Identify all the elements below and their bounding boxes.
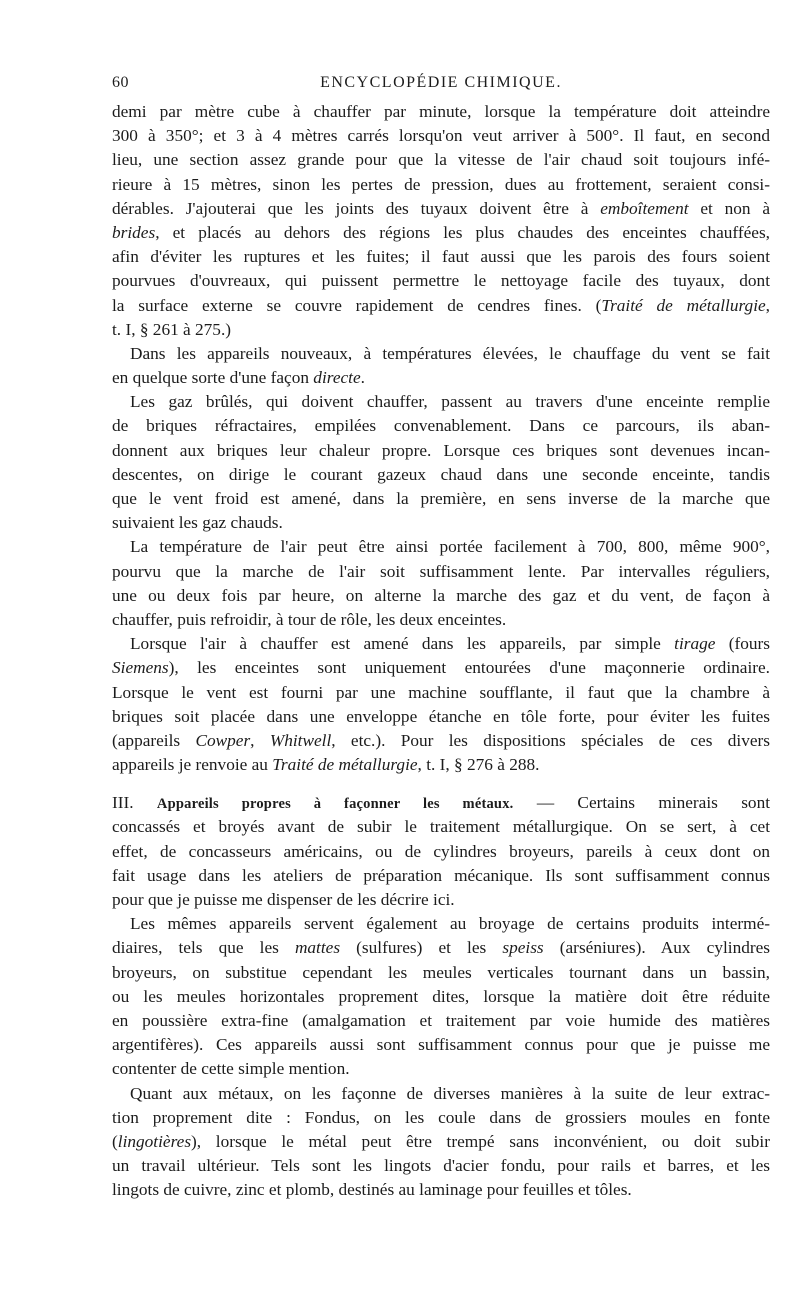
- italic-term: Traité de métallurgie: [601, 295, 766, 315]
- italic-term: Siemens: [112, 658, 169, 678]
- text-line: effet, de concasseurs américains, ou de cylindres broyeurs, pareils à ceux dont on: [112, 841, 770, 861]
- text-line: [112, 197, 770, 221]
- text-line: un travail ultérieur. Tels sont les lingots d'acier fondu, pour rails et barres, et les: [112, 1156, 770, 1176]
- text-line: [112, 294, 770, 318]
- text-run: (: [112, 1131, 118, 1151]
- text-run: et non à: [688, 198, 770, 218]
- paragraph: [112, 390, 770, 535]
- paragraph: [112, 342, 770, 390]
- italic-term: Cowper: [195, 730, 251, 750]
- text-line: descentes, on dirige le courant gazeux chaud dans une seconde enceinte, tandis: [112, 464, 770, 484]
- text-line: en poussière extra-fine (amalgamation et traitement par voie humide des matières: [112, 1010, 770, 1030]
- text-line: [112, 1130, 770, 1154]
- running-title: ENCYCLOPÉDIE CHIMIQUE.: [320, 74, 562, 91]
- text-run: — Certains minerais sont: [513, 793, 770, 813]
- text-run: , etc.). Pour les dispositions spéciales de ces divers: [331, 730, 770, 750]
- text-line: rieure à 15 mètres, sinon les pertes de pression, dues au frottement, seraient consi-: [112, 174, 770, 194]
- text-line: pourvues d'ouvreaux, qui puissent permettre le nettoyage facile des tuyaux, dont: [112, 271, 770, 291]
- text-line: suivaient les gaz chauds.: [112, 513, 283, 533]
- page-number: 60: [112, 74, 129, 91]
- text-line: briques soit placée dans une enveloppe étanche en tôle forte, pour éviter les fuites: [112, 706, 770, 726]
- text-line: broyeurs, on substitue cependant les meules verticales tournant dans un bassin,: [112, 962, 770, 982]
- text-line: Dans les appareils nouveaux, à températures élevées, le chauffage du vent se fait: [130, 343, 770, 363]
- text-line: Quant aux métaux, on les façonne de diverses manières à la suite de leur extrac-: [130, 1083, 770, 1103]
- section-heading: Appareils propres à façonner les métaux.: [156, 796, 514, 813]
- text-run: (appareils: [112, 730, 196, 750]
- text-line: lieu, une section assez grande pour que la vitesse de l'air chaud soit toujours infé-: [112, 150, 770, 170]
- text-line: La température de l'air peut être ainsi portée facilement à 700, 800, même 900°,: [130, 537, 770, 557]
- text-run: Lorsque l'air à chauffer est amené dans les appareils, par simple: [130, 634, 675, 654]
- text-line: une ou deux fois par heure, on alterne la marche des gaz et du vent, de façon à: [112, 585, 770, 605]
- text-line: Les mêmes appareils servent également au broyage de certains produits intermé-: [130, 914, 770, 934]
- body-text: [112, 100, 770, 1202]
- text-run: (fours: [715, 634, 770, 654]
- text-line: donnent aux briques leur chaleur propre. Lorsque ces briques sont devenues incan-: [112, 440, 770, 460]
- text-line: [112, 632, 770, 656]
- text-run: appareils je renvoie au: [112, 755, 273, 775]
- text-run: ), les enceintes sont uniquement entourées d'une maçonnerie ordinaire.: [168, 658, 770, 678]
- text-run: , et placés au dehors des régions les plus chaudes des enceintes chauffées,: [155, 222, 770, 242]
- text-run: .: [360, 368, 365, 388]
- section-paragraph: [112, 791, 770, 912]
- text-line: [112, 656, 770, 680]
- paragraph: [112, 535, 770, 632]
- text-run: la surface externe se couvre rapidement de cendres fines. (: [112, 295, 602, 315]
- section-gap: [112, 777, 770, 791]
- italic-term: Whitwell: [269, 730, 332, 750]
- text-line: afin d'éviter les ruptures et les fuites; il faut aussi que les parois des fours soient: [112, 247, 770, 267]
- text-line: [112, 366, 770, 390]
- text-line: lingots de cuivre, zinc et plomb, destinés au laminage pour feuilles et tôles.: [112, 1180, 632, 1200]
- text-run: diaires, tels que les: [112, 938, 295, 958]
- text-line: contenter de cette simple mention.: [112, 1059, 350, 1079]
- paragraph: [112, 912, 770, 1081]
- text-line: [112, 791, 770, 815]
- text-line: pourvu que la marche de l'air soit suffisamment lente. Par intervalles réguliers,: [112, 561, 770, 581]
- text-line: pour que je puisse me dispenser de les décrire ici.: [112, 890, 455, 909]
- text-line: [112, 936, 770, 960]
- text-line: [112, 221, 770, 245]
- italic-term: mattes: [294, 938, 341, 958]
- text-line: [112, 729, 770, 753]
- text-line: t. I, § 261 à 275.): [112, 319, 232, 339]
- text-run: en quelque sorte d'une façon: [112, 368, 314, 388]
- text-line: demi par mètre cube à chauffer par minute, lorsque la température doit atteindre: [112, 102, 770, 121]
- italic-term: lingotières: [117, 1131, 192, 1151]
- italic-term: speiss: [502, 938, 544, 958]
- text-line: chauffer, puis refroidir, à tour de rôle, les deux enceintes.: [112, 609, 507, 629]
- text-line: 300 à 350°; et 3 à 4 mètres carrés lorsqu'on veut arriver à 500°. Il faut, en second: [112, 126, 770, 146]
- text-line: ou les meules horizontales proprement dites, lorsque la matière doit être réduite: [112, 986, 770, 1006]
- text-line: Les gaz brûlés, qui doivent chauffer, passent au travers d'une enceinte remplie: [130, 392, 770, 412]
- text-run: (arséniures). Aux cylindres: [543, 938, 770, 958]
- text-run: (sulfures) et les: [340, 938, 503, 958]
- text-line: Lorsque le vent est fourni par une machine soufflante, il faut que la chambre à: [112, 682, 770, 702]
- text-line: concassés et broyés avant de subir le traitement métallurgique. On se sert, à cet: [112, 817, 770, 837]
- paragraph: [112, 100, 770, 342]
- paragraph: [112, 1082, 770, 1203]
- text-line: tion proprement dite : Fondus, on les coule dans de grossiers moules en fonte: [112, 1107, 770, 1127]
- text-line: fait usage dans les ateliers de préparation mécanique. Ils sont suffisamment connus: [112, 865, 770, 885]
- text-run: ,: [250, 730, 270, 750]
- text-run: dérables. J'ajouterai que les joints des tuyaux doivent être à: [112, 198, 601, 218]
- text-line: [112, 753, 770, 777]
- italic-term: emboîtement: [600, 198, 689, 218]
- running-header: [112, 74, 770, 98]
- text-line: de briques réfractaires, empilées convenablement. Dans ce parcours, ils aban-: [112, 416, 770, 436]
- paragraph: [112, 632, 770, 777]
- italic-term: directe: [313, 368, 361, 388]
- text-line: argentifères). Ces appareils aussi sont suffisamment connus pour que je puisse me: [112, 1035, 770, 1055]
- text-run: ), lorsque le métal peut être trempé sans inconvénient, ou doit subir: [191, 1131, 770, 1151]
- text-line: que le vent froid est amené, dans la première, en sens inverse de la marche que: [112, 489, 770, 508]
- text-run: ,: [765, 295, 770, 315]
- text-run: , t. I, § 276 à 288.: [417, 755, 540, 775]
- section-number: III.: [112, 793, 157, 813]
- italic-term: Traité de métallurgie: [272, 755, 418, 775]
- italic-term: tirage: [674, 634, 716, 654]
- italic-term: brides: [112, 222, 156, 242]
